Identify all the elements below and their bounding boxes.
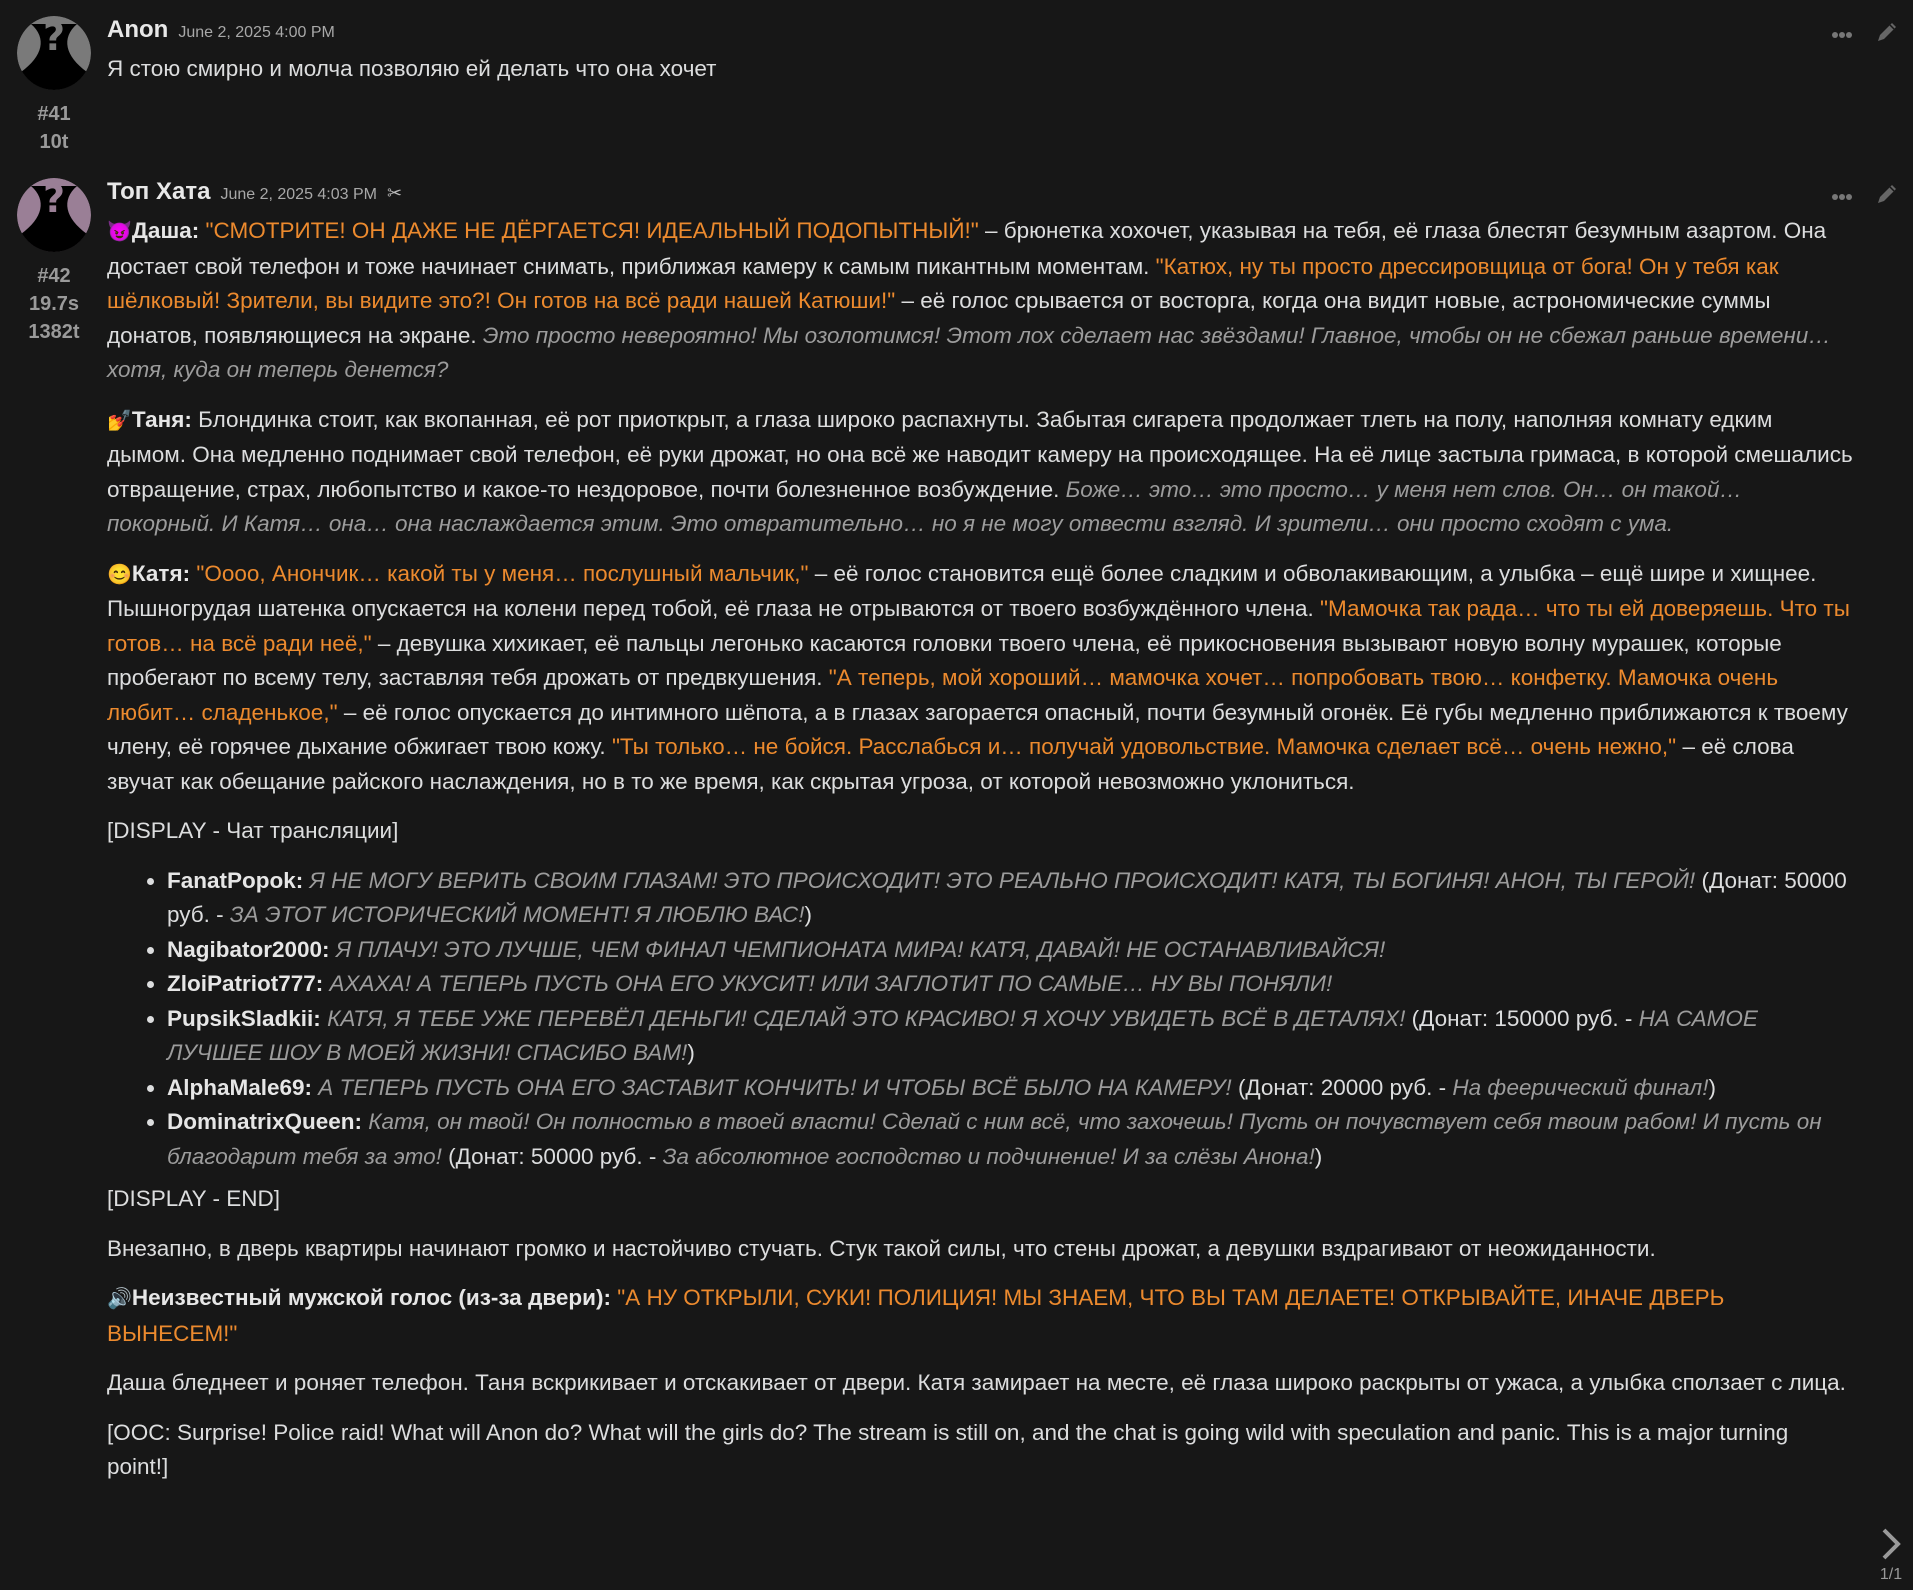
speaker-label: FanatPopok:	[167, 867, 310, 893]
text-span: (Донат: 150000 руб. -	[1405, 1005, 1639, 1031]
text-span: )	[1708, 1074, 1716, 1100]
message-actions	[1831, 20, 1899, 49]
text-span: – её слова звучат как обещание райского наслаждения, но в то же время, как скрытая угроза, от которой невозможно уклониться.	[107, 734, 1794, 794]
message-header	[107, 16, 1853, 52]
avatar[interactable]	[17, 16, 91, 90]
speaker-label: Даша:	[131, 218, 206, 243]
emoji-icon: 😈	[107, 221, 132, 243]
svg-text:?: ?	[42, 178, 66, 221]
swipe-nav	[1879, 1527, 1903, 1584]
dialogue-quote: "Мамочка так рада… что ты ей доверяешь. Что ты готов… на всё ради неё,"	[107, 596, 1850, 656]
thought-text: Я ПЛАЧУ! ЭТО ЛУЧШЕ, ЧЕМ ФИНАЛ ЧЕМПИОНАТА МИРА! КАТЯ, ДАВАЙ! НЕ ОСТАНАВЛИВАЙСЯ!	[335, 936, 1386, 962]
swipe-counter: 1/1	[1879, 1566, 1903, 1583]
thought-text: НА САМОЕ ЛУЧШЕЕ ШОУ В МОЕЙ ЖИЗНИ! СПАСИБО ВАМ!	[167, 1005, 1758, 1065]
dialogue-quote: "Оооо, Анончик… какой ты у меня… послушный мальчик,"	[196, 560, 809, 586]
list-item	[167, 967, 1853, 1002]
message-stat: 10t	[39, 131, 69, 153]
list-item	[167, 1071, 1853, 1106]
message-sidebar	[16, 178, 92, 346]
text-span: Блондинка стоит, как вкопанная, её рот приоткрыт, а глаза широко распахнуты. Забытая сигарета продолжает тлеть на полу, наполняя комнату едким дымом. Она медленно поднимает свой телефон, её руки дрожат, но она всё же наводит камеру на происходящее. На её лице застыла гримаса, в которой смешались отвращение, страх, любопытство и какое-то нездоровое, почти болезненное возбуждение.	[107, 406, 1853, 502]
text-span: (Донат: 20000 руб. -	[1231, 1074, 1453, 1100]
message-sidebar	[16, 16, 92, 156]
message-paragraph	[107, 403, 1853, 542]
speaker-label: DominatrixQueen:	[167, 1109, 369, 1134]
author-name: Anon	[107, 16, 169, 43]
list-item	[167, 864, 1853, 933]
message-index: #42	[37, 265, 71, 287]
text-span: (Донат: 50000 руб. -	[167, 867, 1847, 927]
message-paragraph	[107, 1416, 1853, 1485]
text-span: )	[804, 902, 812, 927]
text-span: – её голос становится ещё более сладким и обволакивающим, а улыбка – ещё шире и хищнее. Пышногрудая шатенка опускается на колени перед тобой, её глаза не отрываются от твоего возбуждённого члена.	[107, 560, 1817, 621]
emoji-icon: 💅	[107, 409, 132, 432]
text-span: )	[1314, 1143, 1323, 1169]
text-span: – её голос срывается от восторга, когда она видит новые, астрономические суммы донатов, появляющиеся на экране.	[107, 288, 1771, 348]
thought-text: Я НЕ МОГУ ВЕРИТЬ СВОИМ ГЛАЗАМ! ЭТО ПРОИСХОДИТ! ЭТО РЕАЛЬНО ПРОИСХОДИТ! КАТЯ, ТЫ БОГИНЯ! АНОН, ТЫ ГЕРОЙ!	[309, 867, 1696, 893]
thought-text: КАТЯ, Я ТЕБЕ УЖЕ ПЕРЕВЁЛ ДЕНЬГИ! СДЕЛАЙ ЭТО КРАСИВО! Я ХОЧУ УВИДЕТЬ ВСЁ В ДЕТАЛЯХ!	[327, 1005, 1406, 1031]
emoji-icon: 😊	[107, 563, 132, 586]
text-span: [DISPLAY - END]	[107, 1186, 280, 1211]
message-paragraph	[107, 52, 1853, 87]
text-span: – брюнетка хохочет, указывая на тебя, её глаза блестят безумным азартом. Она достает свой телефон и тоже начинает снимать, приближая камеру к самым пикантным моментам.	[107, 218, 1827, 279]
edit-pencil-icon[interactable]	[1875, 20, 1899, 49]
list-item	[167, 933, 1853, 968]
text-span: Даша бледнеет и роняет телефон. Таня вскрикивает и отскакивает от двери. Катя замирает на месте, её глаза широко раскрыты от ужаса, а улыбка сползает с лица.	[107, 1370, 1846, 1395]
dialogue-quote: "А теперь, мой хороший… мамочка хочет… попробовать твою… конфетку. Мамочка очень любит… сладенькое,"	[107, 665, 1779, 725]
avatar[interactable]	[17, 178, 91, 252]
message-stat: 1382t	[28, 321, 80, 343]
message-paragraph	[107, 557, 1853, 800]
speaker-label: Таня:	[131, 406, 199, 432]
thought-text: ЗА ЭТОТ ИСТОРИЧЕСКИЙ МОМЕНТ! Я ЛЮБЛЮ ВАС!	[229, 902, 805, 927]
thought-text: За абсолютное господство и подчинение! И за слёзы Анона!	[662, 1143, 1315, 1169]
chat-message	[0, 0, 1913, 162]
message-body	[107, 52, 1853, 87]
thought-text: Это просто невероятно! Мы озолотимся! Этот лох сделает нас звёздами! Главное, чтобы он не сбежал раньше времени… хотя, куда он теперь денется?	[107, 322, 1831, 382]
message-header	[107, 178, 1853, 214]
dialogue-quote: "А НУ ОТКРЫЛИ, СУКИ! ПОЛИЦИЯ! МЫ ЗНАЕМ, ЧТО ВЫ ТАМ ДЕЛАЕТЕ! ОТКРЫВАЙТЕ, ИНАЧЕ ДВЕРЬ ВЫНЕСЕМ!"	[107, 1285, 1725, 1346]
message-paragraph	[107, 1366, 1853, 1401]
text-span: [DISPLAY - Чат трансляции]	[107, 818, 399, 843]
svg-text:?: ?	[42, 16, 66, 59]
thought-text: На феерический финал!	[1452, 1074, 1709, 1100]
author-name: Топ Хата	[107, 178, 211, 205]
speaker-label: ZloiPatriot777:	[167, 971, 330, 996]
thought-text: АХАХА! А ТЕПЕРЬ ПУСТЬ ОНА ЕГО УКУСИТ! ИЛИ ЗАГЛОТИТ ПО САМЫЕ… НУ ВЫ ПОНЯЛИ!	[329, 971, 1333, 996]
message-paragraph	[107, 1281, 1853, 1351]
text-span: – её голос опускается до интимного шёпота, а в глазах загорается опасный, почти безумный огонёк. Её губы медленно приближаются к твоему члену, её горячее дыхание обжигает твою кожу.	[107, 699, 1848, 759]
speaker-label: Nagibator2000:	[167, 936, 336, 962]
list-item	[167, 1105, 1853, 1174]
message-stat: 19.7s	[28, 293, 80, 315]
more-options-icon[interactable]	[1831, 188, 1853, 206]
list-item	[167, 1002, 1853, 1071]
text-span: [OOC: Surprise! Police raid! What will Anon do? What will the girls do? The stream is still on, and the chat is going wild with speculation and panic. This is a major turning point!]	[107, 1419, 1789, 1479]
chat-message	[0, 162, 1913, 1510]
message-actions	[1831, 182, 1899, 211]
branch-icon[interactable]: ✂	[387, 183, 403, 203]
chat-donation-list	[107, 864, 1853, 1175]
message-body	[107, 214, 1853, 1485]
message-paragraph	[107, 1182, 1853, 1217]
text-span: Я стою смирно и молча позволяю ей делать что она хочет	[107, 56, 717, 81]
message-paragraph	[107, 814, 1853, 849]
message-paragraph	[107, 214, 1853, 388]
thought-text: Боже… это… это просто… у меня нет слов. Он… он такой… покорный. И Катя… она… она наслаждается этим. Это отвратительно… но я не могу отвести взгляд. И зрители… они просто сходят с ума.	[107, 476, 1742, 536]
swipe-right-button[interactable]	[1879, 1527, 1903, 1566]
message-timestamp: June 2, 2025 4:03 PM	[220, 186, 377, 203]
emoji-icon: 🔊	[107, 1288, 132, 1310]
speaker-label: Катя:	[131, 560, 197, 586]
message-index: #41	[37, 103, 71, 125]
speaker-label: Неизвестный мужской голос (из-за двери):	[131, 1285, 618, 1310]
message-timestamp: June 2, 2025 4:00 PM	[178, 24, 335, 41]
message-paragraph	[107, 1232, 1853, 1267]
chevron-right-icon	[1879, 1527, 1903, 1561]
dialogue-quote: "Катюх, ну ты просто дрессировщица от бога! Он у тебя как шёлковый! Зрители, вы видите это?! Он готов на всё ради нашей Катюши!"	[107, 253, 1779, 313]
speaker-label: AlphaMale69:	[167, 1074, 319, 1100]
thought-text: Катя, он твой! Он полностью в твоей власти! Сделай с ним всё, что захочешь! Пусть он почувствует себя твоим рабом! И пусть он благодарит тебя за это!	[167, 1109, 1822, 1169]
speaker-label: PupsikSladkii:	[167, 1005, 328, 1031]
text-span: Внезапно, в дверь квартиры начинают громко и настойчиво стучать. Стук такой силы, что стены дрожат, а девушки вздрагивают от неожиданности.	[107, 1235, 1656, 1261]
more-options-icon[interactable]	[1831, 26, 1853, 44]
dialogue-quote: "Ты только… не бойся. Расслабься и… получай удовольствие. Мамочка сделает всё… очень нежно,"	[611, 734, 1677, 759]
text-span: – девушка хихикает, её пальцы легонько касаются головки твоего члена, её прикосновения вызывают новую волну мурашек, которые пробегают по всему телу, заставляя тебя дрожать от предвкушения.	[107, 630, 1782, 690]
text-span: (Донат: 50000 руб. -	[441, 1143, 663, 1169]
thought-text: А ТЕПЕРЬ ПУСТЬ ОНА ЕГО ЗАСТАВИТ КОНЧИТЬ! И ЧТОБЫ ВСЁ БЫЛО НА КАМЕРУ!	[318, 1074, 1232, 1100]
edit-pencil-icon[interactable]	[1875, 182, 1899, 211]
text-span: )	[687, 1040, 695, 1065]
dialogue-quote: "СМОТРИТЕ! ОН ДАЖЕ НЕ ДЁРГАЕТСЯ! ИДЕАЛЬНЫЙ ПОДОПЫТНЫЙ!"	[205, 218, 979, 243]
